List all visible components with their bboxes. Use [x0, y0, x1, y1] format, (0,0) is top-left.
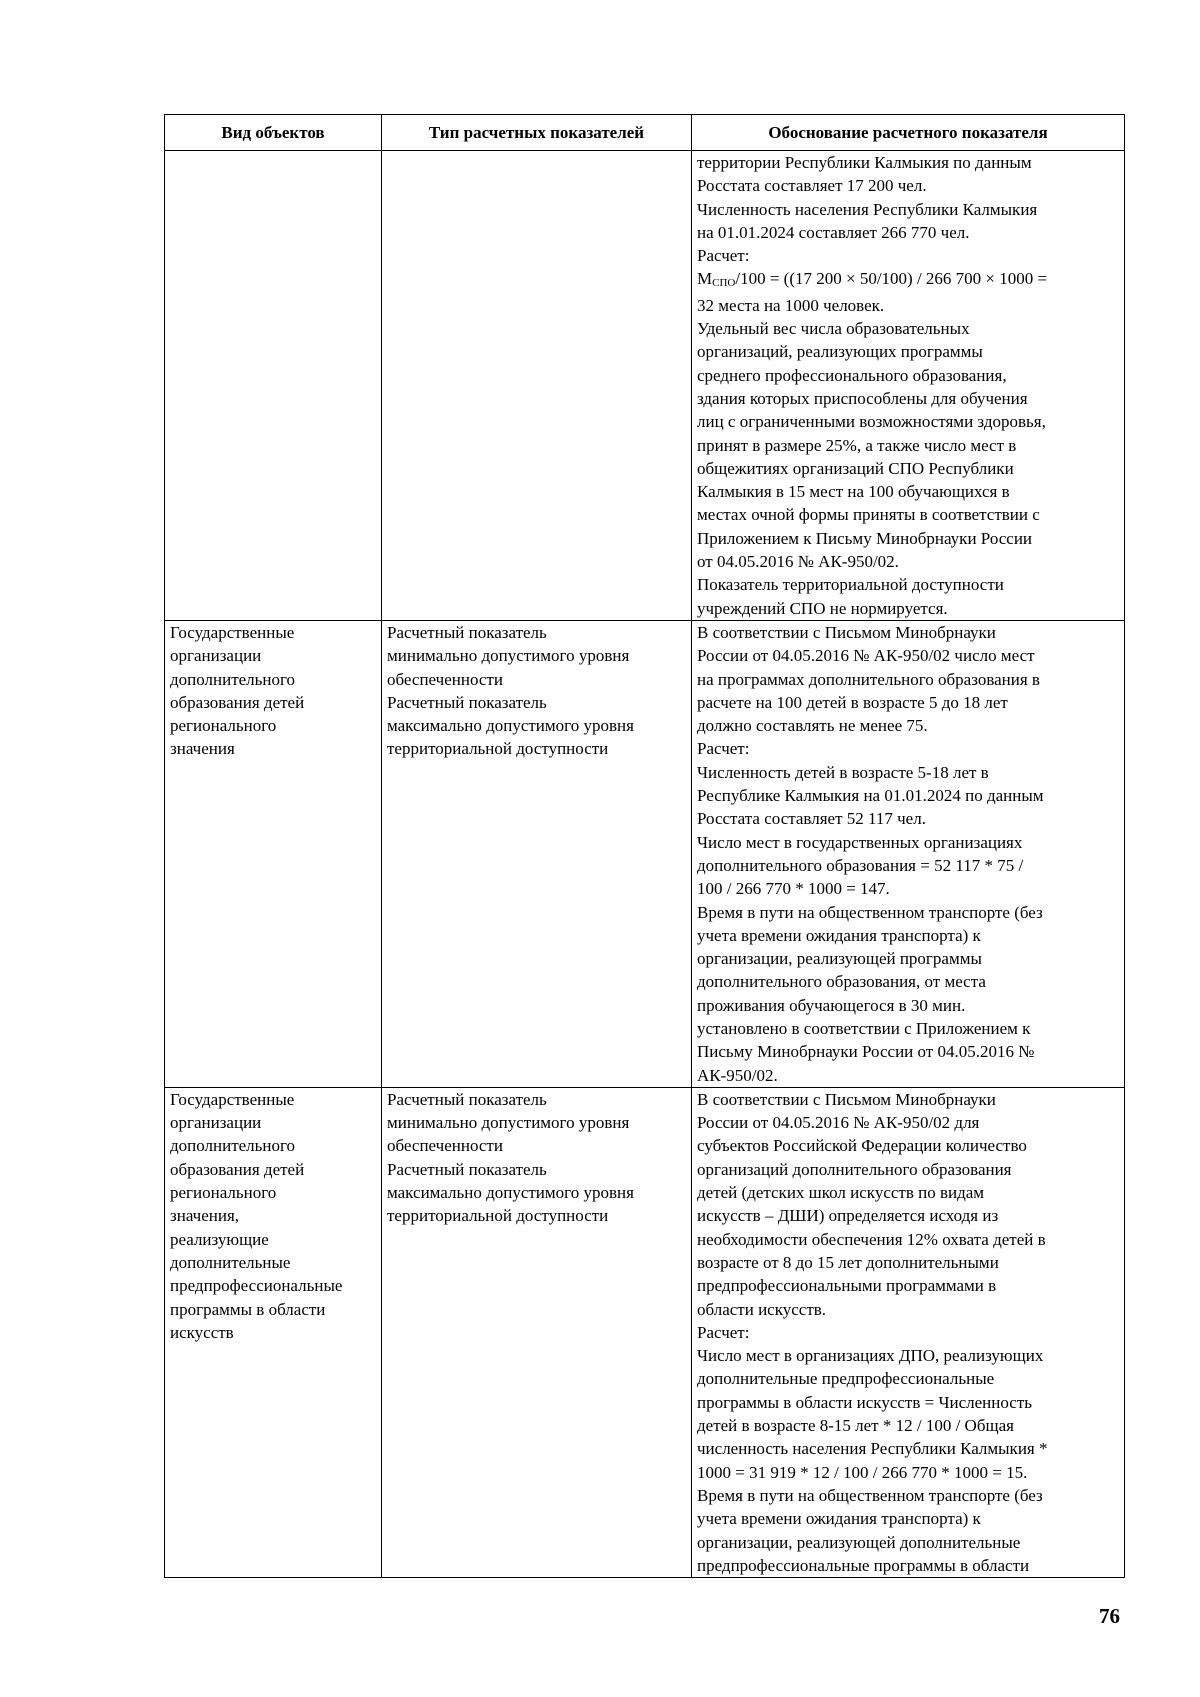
- text-line: дополнительного образования, от места: [697, 972, 986, 992]
- text-line: России от 04.05.2016 № АК-950/02 число мест: [697, 646, 1035, 666]
- text-line: дополнительного: [170, 669, 296, 689]
- text-line: установлено в соответствии с Приложением к: [697, 1018, 1031, 1038]
- cell-indicator-type: [382, 1087, 692, 1577]
- text-line: предпрофессиональные программы в области: [697, 1555, 1030, 1575]
- text-line: максимально допустимого уровня: [387, 716, 634, 736]
- text-line: детей (детских школ искусств по видам: [697, 1183, 985, 1203]
- text-line: предпрофессиональными программами в: [697, 1276, 997, 1296]
- text-line: 32 места на 1000 человек.: [697, 295, 885, 315]
- text-line: Росстата составляет 17 200 чел.: [697, 176, 927, 196]
- text-line: Расчетный показатель: [387, 622, 547, 642]
- text-line: 100 / 266 770 * 1000 = 147.: [697, 879, 890, 899]
- text-line: минимально допустимого уровня: [387, 646, 630, 666]
- text-line: лиц с ограниченными возможностями здоровья,: [697, 412, 1046, 432]
- cell-object-type: [165, 620, 382, 1087]
- cell-object-type: [165, 151, 382, 621]
- text-line: искусств – ДШИ) определяется исходя из: [697, 1206, 999, 1226]
- cell-object-type: [165, 1087, 382, 1577]
- text-line: дополнительные: [170, 1252, 291, 1272]
- text-line: минимально допустимого уровня: [387, 1113, 630, 1133]
- formula-subscript: СПО: [712, 277, 736, 290]
- table-row: [165, 151, 1125, 621]
- text-line: Расчет:: [697, 246, 750, 266]
- text-line: Расчетный показатель: [387, 1089, 547, 1109]
- text-line: дополнительные предпрофессиональные: [697, 1369, 995, 1389]
- text-line: В соответствии с Письмом Минобрнауки: [697, 622, 996, 642]
- cell-justification: [692, 1087, 1125, 1577]
- text-line: общежитиях организаций СПО Республики: [697, 458, 1014, 478]
- text-line: программы в области: [170, 1299, 326, 1319]
- norms-table: [164, 114, 1125, 1578]
- text-line: программы в области искусств = Численность: [697, 1392, 1033, 1412]
- text-line: Время в пути на общественном транспорте (без: [697, 902, 1043, 922]
- text-line: субъектов Российской Федерации количество: [697, 1136, 1027, 1156]
- text-line: организации, реализующей дополнительные: [697, 1532, 1021, 1552]
- text-line: Расчет:: [697, 739, 750, 759]
- text-line: Численность населения Республики Калмыкия: [697, 199, 1038, 219]
- text-line: реализующие: [170, 1229, 269, 1249]
- text-line: Калмыкия в 15 мест на 100 обучающихся в: [697, 482, 1010, 502]
- text-line: области искусств.: [697, 1299, 827, 1319]
- text-line: Расчет:: [697, 1322, 750, 1342]
- text-line: Республике Калмыкия на 01.01.2024 по данным: [697, 786, 1044, 806]
- text-line: Показатель территориальной доступности: [697, 575, 1004, 595]
- text-line: организации, реализующей программы: [697, 949, 982, 969]
- text-line: образования детей: [170, 1159, 305, 1179]
- cell-justification: [692, 151, 1125, 621]
- text-line: обеспеченности: [387, 1136, 503, 1156]
- text-line: Государственные: [170, 1089, 295, 1109]
- text-line: на 01.01.2024 составляет 266 770 чел.: [697, 222, 970, 242]
- text-line: значения,: [170, 1206, 240, 1226]
- text-line: организаций, реализующих программы: [697, 342, 983, 362]
- text-line: должно составлять не менее 75.: [697, 716, 928, 736]
- text-line: Государственные: [170, 622, 295, 642]
- formula-symbol: М: [697, 269, 713, 289]
- text-line: организации: [170, 646, 262, 666]
- text-line: АК-950/02.: [697, 1065, 778, 1085]
- text-line: проживания обучающегося в 30 мин.: [697, 995, 966, 1015]
- text-line: регионального: [170, 716, 277, 736]
- page-number: 76: [1099, 1604, 1120, 1628]
- text-line: детей в возрасте 8-15 лет * 12 / 100 / Общая: [697, 1416, 1014, 1436]
- text-line: учета времени ожидания транспорта) к: [697, 925, 981, 945]
- table-header-row: [165, 115, 1125, 151]
- text-line: дополнительного: [170, 1136, 296, 1156]
- text-line: Расчетный показатель: [387, 692, 547, 712]
- text-line: среднего профессионального образования,: [697, 365, 1007, 385]
- text-line: территории Республики Калмыкия по данным: [697, 153, 1032, 172]
- table-row: [165, 620, 1125, 1087]
- text-line: Время в пути на общественном транспорте (без: [697, 1485, 1043, 1505]
- text-line: принят в размере 25%, а также число мест в: [697, 435, 1017, 455]
- text-line: организации: [170, 1113, 262, 1133]
- text-line: возрасте от 8 до 15 лет дополнительными: [697, 1252, 999, 1272]
- table-row: [165, 1087, 1125, 1577]
- text-line: организаций дополнительного образования: [697, 1159, 1012, 1179]
- text-line: на программах дополнительного образования в: [697, 669, 1040, 689]
- text-line: Число мест в государственных организациях: [697, 832, 1023, 852]
- text-line: необходимости обеспечения 12% охвата детей в: [697, 1229, 1046, 1249]
- cell-justification: [692, 620, 1125, 1087]
- text-line: численность населения Республики Калмыкия *: [697, 1439, 1048, 1459]
- text-line: России от 04.05.2016 № АК-950/02 для: [697, 1113, 980, 1133]
- text-line: 1000 = 31 919 * 12 / 100 / 266 770 * 1000 = 15.: [697, 1462, 1028, 1482]
- formula-line: [697, 267, 1119, 293]
- header-justification: Обоснование расчетного показателя: [692, 115, 1125, 151]
- text-line: образования детей: [170, 692, 305, 712]
- text-line: Число мест в организациях ДПО, реализующих: [697, 1346, 1044, 1366]
- text-line: Расчетный показатель: [387, 1159, 547, 1179]
- text-line: регионального: [170, 1183, 277, 1203]
- text-line: Численность детей в возрасте 5-18 лет в: [697, 762, 989, 782]
- text-line: Удельный вес числа образовательных: [697, 319, 970, 339]
- text-line: расчете на 100 детей в возрасте 5 до 18 лет: [697, 692, 1008, 712]
- header-object-type: Вид объектов: [165, 115, 382, 151]
- text-line: от 04.05.2016 № АК-950/02.: [697, 552, 899, 572]
- text-line: В соответствии с Письмом Минобрнауки: [697, 1089, 996, 1109]
- text-line: максимально допустимого уровня: [387, 1183, 634, 1203]
- text-line: местах очной формы приняты в соответствии с: [697, 505, 1040, 525]
- text-line: предпрофессиональные: [170, 1276, 343, 1296]
- text-line: дополнительного образования = 52 117 * 75 /: [697, 855, 1024, 875]
- cell-indicator-type: [382, 620, 692, 1087]
- text-line: территориальной доступности: [387, 1206, 609, 1226]
- text-line: территориальной доступности: [387, 739, 609, 759]
- header-indicator-type: Тип расчетных показателей: [382, 115, 692, 151]
- text-line: искусств: [170, 1322, 234, 1342]
- text-line: учета времени ожидания транспорта) к: [697, 1509, 981, 1529]
- cell-indicator-type: [382, 151, 692, 621]
- text-line: обеспеченности: [387, 669, 503, 689]
- text-line: учреждений СПО не нормируется.: [697, 598, 948, 618]
- text-line: значения: [170, 739, 235, 759]
- text-line: здания которых приспособлены для обучения: [697, 388, 1028, 408]
- text-line: Приложением к Письму Минобрнауки России: [697, 528, 1033, 548]
- text-line: Письму Минобрнауки России от 04.05.2016 №: [697, 1042, 1035, 1062]
- text-line: Росстата составляет 52 117 чел.: [697, 809, 926, 829]
- formula-expression: /100 = ((17 200 × 50/100) / 266 700 × 1000 =: [735, 269, 1048, 289]
